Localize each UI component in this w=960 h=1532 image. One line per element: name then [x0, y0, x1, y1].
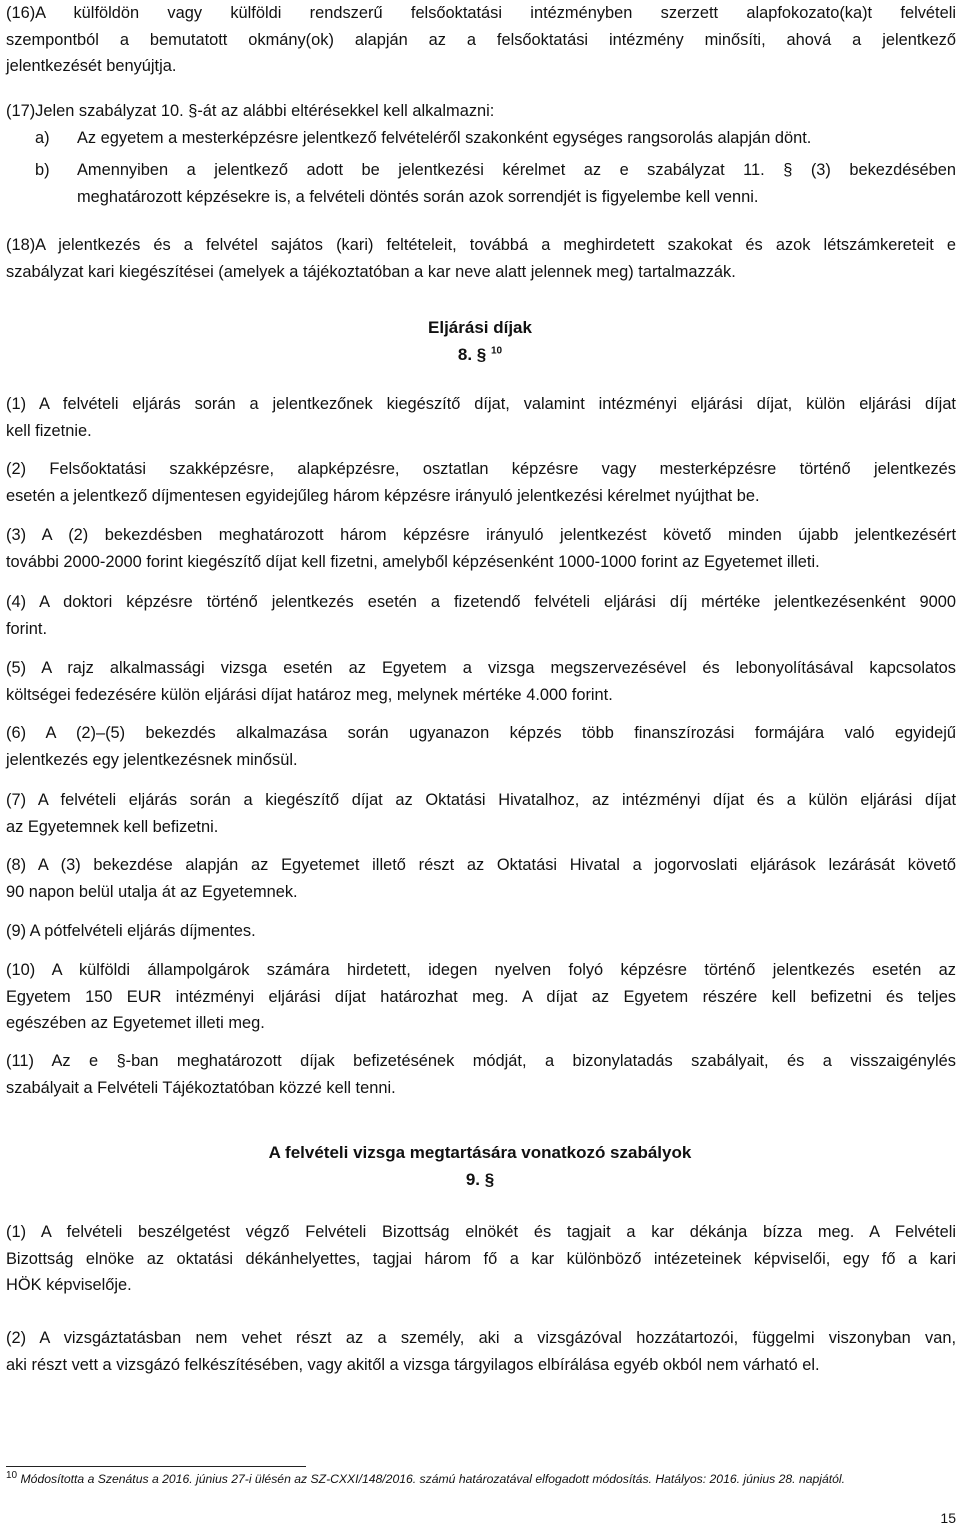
text-line: esetén a jelentkező díjmentesen egyidejűleg három képzésre irányuló jelentkezési kérelmet nyújthat be. — [6, 486, 760, 505]
footnote-separator — [6, 1466, 306, 1467]
text-line: (7) A felvételi eljárás során a kiegészítő díjat az Oktatási Hivatalhoz, az intézményi díjat és a külön eljárási díjat — [6, 791, 956, 809]
text-line: (6) A (2)–(5) bekezdés alkalmazása során ugyanazon képzés több finanszírozási formájára való egyidejű — [6, 724, 956, 742]
text-line: (9) A pótfelvételi eljárás díjmentes. — [6, 922, 256, 940]
page-number: 15 — [940, 1510, 956, 1526]
paragraph-17-intro — [6, 98, 956, 125]
text-line: Bizottság elnöke az oktatási dékánhelyettes, tagjai három fő a kar különböző intézeteinek képviselői, egy fő a kari — [6, 1249, 956, 1268]
text-line: (1) A felvételi eljárás során a jelentkezőnek kiegészítő díjat, valamint intézményi eljárási díjat, külön eljárási díjat — [6, 395, 956, 413]
s8-paragraph-9 — [6, 918, 956, 945]
paragraph-18 — [6, 232, 956, 285]
s8-paragraph-8 — [6, 852, 956, 905]
section-8-number — [0, 342, 960, 369]
section-8-title: Eljárási díjak — [428, 318, 532, 337]
text-line: (3) A (2) bekezdésben meghatározott három képzésre irányuló jelentkezést követő minden újabb jelentkezésért — [6, 526, 956, 544]
text-line: (16)A külföldön vagy külföldi rendszerű felsőoktatási intézményben szerzett alapfokozato(ka)t felvételi — [6, 4, 956, 22]
text-line: meghatározott képzésekre is, a felvételi döntés során azok sorrendjét is figyelembe kell venni. — [77, 187, 759, 206]
text-line: (10) A külföldi állampolgárok számára hirdetett, idegen nyelven folyó képzésre történő jelentkezés esetén az — [6, 961, 956, 979]
text-line: kell fizetnie. — [6, 421, 92, 440]
text-line: szabályait a Felvételi Tájékoztatóban közzé kell tenni. — [6, 1078, 396, 1097]
s8-paragraph-3 — [6, 522, 956, 575]
text-line: HÖK képviselője. — [6, 1276, 132, 1294]
text-line: (18)A jelentkezés és a felvétel sajátos (kari) feltételeit, továbbá a meghirdetett szakokat és azok létszámkereteit e — [6, 236, 956, 254]
text-line: (5) A rajz alkalmassági vizsga esetén az Egyetem a vizsga megszervezésével és lebonyolításával kapcsolatos — [6, 659, 956, 677]
footnote-ref: 10 — [490, 345, 503, 357]
text-line: Az egyetem a mesterképzésre jelentkező felvételéről szakonként egységes rangsorolás alapján dönt. — [77, 129, 812, 147]
text-line: Egyetem 150 EUR intézményi eljárási díjat határozhat meg. A díjat az Egyetem részére kell befizetni és teljes — [6, 987, 956, 1006]
text-line: (1) A felvételi beszélgetést végző Felvételi Bizottság elnökét és tagjait a kar dékánja bízza meg. A Felvételi — [6, 1223, 956, 1241]
s8-paragraph-1 — [6, 391, 956, 444]
text-line: egészében az Egyetemet illeti meg. — [6, 1014, 265, 1032]
text-line: (17)Jelen szabályzat 10. §-át az alábbi eltérésekkel kell alkalmazni: — [6, 102, 495, 120]
s9-paragraph-1 — [6, 1219, 956, 1299]
text-line: (2) Felsőoktatási szakképzésre, alapképzésre, osztatlan képzésre vagy mesterképzésre történő jelentkezés — [6, 460, 956, 478]
text-line: (11) Az e §-ban meghatározott díjak befizetésének módját, a bizonylatadás szabályait, és a visszaigénylés — [6, 1052, 956, 1070]
section-number: 8. § — [457, 345, 487, 364]
section-9-number: 9. § — [465, 1170, 495, 1189]
paragraph-17-a — [35, 125, 956, 152]
text-line: (4) A doktori képzésre történő jelentkezés esetén a fizetendő felvételi eljárási díj mértéke jelentkezésenként 9000 — [6, 593, 956, 611]
text-line: forint. — [6, 619, 47, 638]
text-line: szempontból a bemutatott okmány(ok) alapján az a felsőoktatási intézmény minősíti, ahová a jelentkező — [6, 30, 956, 49]
text-line: további 2000-2000 forint kiegészítő díjat kell fizetni, amelyből képzésenként 1000-1000 forint az Egyetemet illeti. — [6, 552, 820, 571]
section-9-title: A felvételi vizsga megtartására vonatkozó szabályok — [268, 1143, 692, 1162]
text-line: az Egyetemnek kell befizetni. — [6, 817, 219, 836]
text-line: (2) A vizsgáztatásban nem vehet részt az a személy, aki a vizsgázóval hozzátartozói, függelmi viszonyban van, — [6, 1329, 956, 1347]
text-line: jelentkezés egy jelentkezésnek minősül. — [6, 750, 298, 769]
footnote-text: Módosította a Szenátus a 2016. június 27-i ülésén az SZ-CXXI/148/2016. számú határozatával elfogadott módosítás. Hatályos: 2016. június 28. napjától. — [20, 1472, 846, 1486]
paragraph-17-b — [35, 157, 956, 210]
text-line: szabályzat kari kiegészítései (amelyek a tájékoztatóban a kar neve alatt jelennek meg) tartalmazzák. — [6, 262, 736, 281]
item-label: a) — [35, 129, 50, 147]
s8-paragraph-5 — [6, 655, 956, 708]
text-line: Amennyiben a jelentkező adott be jelentkezési kérelmet az e szabályzat 11. § (3) bekezdésében — [77, 161, 956, 179]
text-line: költségei fedezésére külön eljárási díjat határoz meg, melynek mértéke 4.000 forint. — [6, 685, 613, 704]
text-line: jelentkezését benyújtja. — [6, 57, 177, 75]
paragraph-16 — [6, 0, 956, 80]
s8-paragraph-11 — [6, 1048, 956, 1101]
s8-paragraph-7 — [6, 787, 956, 840]
footnote-number: 10 — [6, 1469, 18, 1481]
footnote — [6, 1471, 956, 1487]
s9-paragraph-2 — [6, 1325, 956, 1378]
s8-paragraph-6 — [6, 720, 956, 773]
text-line: aki részt vett a vizsgázó felkészítésében, vagy akitől a vizsga tárgyilagos elbírálása egyéb okból nem várható el. — [6, 1355, 820, 1374]
item-label: b) — [35, 161, 50, 179]
text-line: 90 napon belül utalja át az Egyetemnek. — [6, 882, 298, 901]
s8-paragraph-4 — [6, 589, 956, 642]
s8-paragraph-10 — [6, 957, 956, 1037]
s8-paragraph-2 — [6, 456, 956, 509]
text-line: (8) A (3) bekezdése alapján az Egyetemet illető részt az Oktatási Hivatal a jogorvoslati eljárások lezárását követő — [6, 856, 956, 874]
